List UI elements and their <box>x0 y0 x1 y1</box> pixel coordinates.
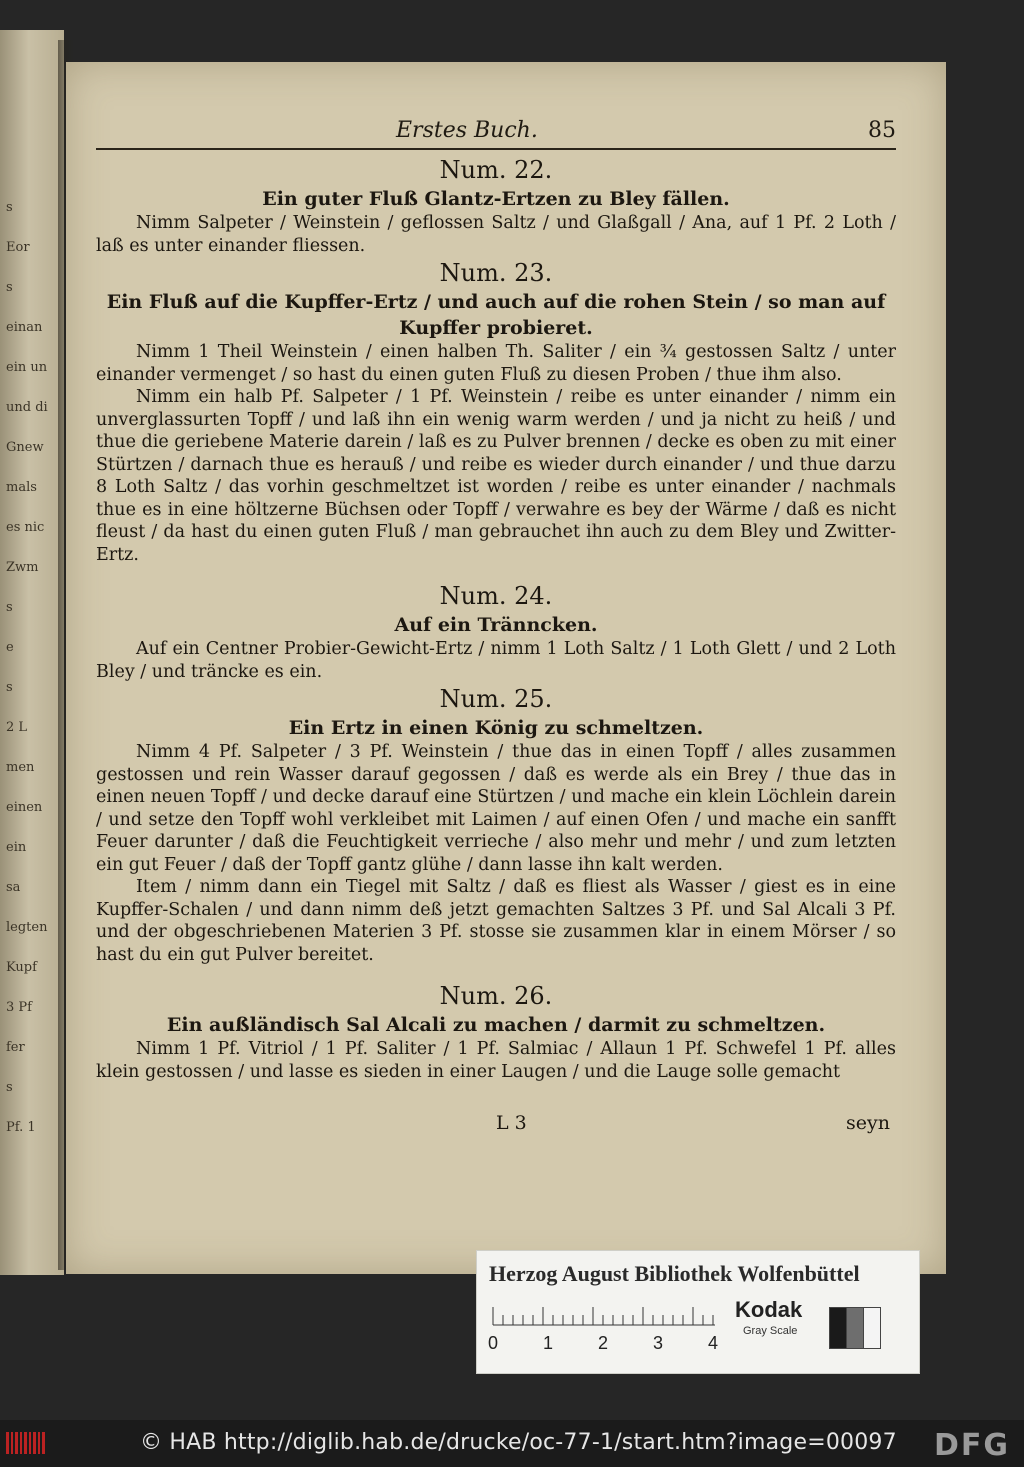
left-page-fragment: men <box>6 760 35 775</box>
left-page-edge <box>0 30 64 1275</box>
recipe-paragraph: Auf ein Centner Probier-Gewicht-Ertz / nimm 1 Loth Saltz / 1 Loth Glett / und 2 Loth Bley / und träncke es ein. <box>96 639 896 682</box>
gray-swatch <box>863 1307 881 1349</box>
recipe-title: Ein guter Fluß Glantz-Ertzen zu Bley fällen. <box>262 188 730 210</box>
left-page-fragment: 2 L <box>6 720 28 735</box>
recipe-section <box>96 257 896 566</box>
recipe-title: Ein Ertz in einen König zu schmeltzen. <box>288 717 704 739</box>
recipe-paragraph: Nimm Salpeter / Weinstein / geflossen Saltz / und Glaßgall / Ana, auf 1 Pf. 2 Loth / laß es unter einander fliessen. <box>96 213 896 256</box>
left-page-fragment: ein un <box>6 360 48 375</box>
catchword: seyn <box>846 1112 890 1134</box>
ruler-number: 0 <box>487 1333 499 1353</box>
left-page-fragment: s <box>6 200 13 215</box>
recipe-paragraph: Nimm 1 Theil Weinstein / einen halben Th. Saliter / ein ¾ gestossen Saltz / unter einander vermenget / so hast du einen guten Fluß zu diesen Proben / thue ihm also. <box>96 342 896 385</box>
left-page-fragment: s <box>6 680 13 695</box>
recipe-section <box>96 683 896 966</box>
section-gap <box>96 566 896 580</box>
left-page-fragment: 3 Pf <box>6 1000 32 1015</box>
viewer-footer <box>0 1420 1024 1467</box>
recipe-number: Num. 26. <box>439 982 553 1010</box>
page-number: 85 <box>868 118 896 143</box>
left-page-fragment: und di <box>6 400 48 415</box>
recipe-paragraph: Nimm ein halb Pf. Salpeter / 1 Pf. Weinstein / reibe es unter einander / nimm ein unverglassurten Topff / und laß ihn ein wenig warm werden / und ja nicht zu heiß / und thue die geriebene Materie darein / laß es zu Pulver brennen / decke es oben zu mit einer Stürtzen / darnach thue es herauß / und reibe es wieder durch einander / und thue darzu 8 Loth Saltz / das vorhin geschmeltzet ist worden / reibe es unter einander / nachmals thue es in eine höltzerne Büchsen oder Topff / verwahre es bey der Wärme / daß es nicht fleust / da hast du einen guten Fluß / man gebrauchet ihn auch zu dem Bley und Zwitter-Ertz. <box>96 387 896 565</box>
kodak-logo: Kodak <box>735 1297 803 1322</box>
left-page-fragment: einan <box>6 320 43 335</box>
ruler-number: 1 <box>542 1333 554 1353</box>
recipe-number: Num. 22. <box>439 156 553 184</box>
copyright-url[interactable]: © HAB http://diglib.hab.de/drucke/oc-77-1/start.htm?image=00097 <box>140 1430 897 1455</box>
left-page-fragment: Pf. 1 <box>6 1120 36 1135</box>
recipe-paragraph: Item / nimm dann ein Tiegel mit Saltz / daß es fliest als Wasser / giest es in eine Kupffer-Schalen / und dann nimm deß jetzt gemachten Saltzes 3 Pf. und Sal Alcali 3 Pf. und der obgeschriebenen Materien 3 Pf. stosse sie zusammen klar in einem Mörser / so hast du ein gut Pulver bereitet. <box>96 877 896 965</box>
left-page-fragment: es nic <box>6 520 45 535</box>
left-page-fragment: s <box>6 600 13 615</box>
recipe-number: Num. 25. <box>439 685 553 713</box>
page-header <box>396 118 896 148</box>
recipe-title: Auf ein Tränncken. <box>394 614 598 636</box>
recipe-paragraph: Nimm 1 Pf. Vitriol / 1 Pf. Saliter / 1 Pf. Salmiac / Allaun 1 Pf. Schwefel 1 Pf. alles klein gestossen / und lasse es sieden in einer Laugen / und die Lauge solle gemacht <box>96 1039 896 1082</box>
ruler-number: 3 <box>652 1333 664 1353</box>
book-page <box>66 62 946 1274</box>
left-page-fragment: Gnew <box>6 440 44 455</box>
library-label <box>476 1250 920 1374</box>
recipe-title: Ein außländisch Sal Alcali zu machen / darmit zu schmeltzen. <box>166 1014 826 1036</box>
left-page-fragment: s <box>6 280 13 295</box>
page-text <box>96 154 896 1083</box>
recipe-paragraph: Nimm 4 Pf. Salpeter / 3 Pf. Weinstein / thue das in einen Topff / alles zusammen gestossen und rein Wasser darauf gegossen / daß es werde als ein Brey / thue das in einen neuen Topff / und decke darauf eine Stürtzen / und mache ein klein Löchlein darein / und setze den Topff wohl verkleibet mit Laimen / auf einen Ofen / und mache ein sanfft Feuer darunter / daß die Feuchtigkeit verrieche / also mehr und mehr / und zum letzten ein gut Feuer / daß der Topff gantz glühe / dann lasse ihn kalt werden. <box>96 742 896 875</box>
running-title: Erstes Buch. <box>396 118 538 143</box>
hab-logo-icon <box>6 1430 46 1456</box>
recipe-section <box>96 980 896 1083</box>
recipe-number: Num. 23. <box>439 259 553 287</box>
left-page-fragment: sa <box>6 880 21 895</box>
signature-mark: L 3 <box>496 1112 527 1134</box>
left-page-fragment: legten <box>6 920 48 935</box>
left-page-fragment: e <box>6 640 14 655</box>
recipe-section <box>96 580 896 683</box>
left-page-fragment: s <box>6 1080 13 1095</box>
library-name: Herzog August Bibliothek Wolfenbüttel <box>489 1261 860 1286</box>
scale-ruler <box>489 1295 719 1355</box>
left-page-fragment: einen <box>6 800 43 815</box>
left-page-fragment: ein <box>6 840 27 855</box>
dfg-logo: DFG <box>933 1428 1010 1463</box>
recipe-number: Num. 24. <box>439 582 553 610</box>
left-page-fragment: mals <box>6 480 37 495</box>
left-page-fragment: Eor <box>6 240 30 255</box>
header-rule <box>96 148 896 150</box>
ruler-number: 4 <box>707 1333 719 1353</box>
recipe-section <box>96 154 896 257</box>
left-page-fragment: Kupf <box>6 960 37 975</box>
ruler-number: 2 <box>597 1333 609 1353</box>
gray-scale-caption: Gray Scale <box>743 1325 798 1337</box>
recipe-title: Ein Fluß auf die Kupffer-Ertz / und auch auf die rohen Stein / so man auf Kupffer probieret. <box>106 291 886 339</box>
left-page-fragment: fer <box>6 1040 25 1055</box>
gray-swatch <box>829 1307 847 1349</box>
left-page-fragment: Zwm <box>6 560 39 575</box>
section-gap <box>96 966 896 980</box>
gray-swatch <box>846 1307 864 1349</box>
